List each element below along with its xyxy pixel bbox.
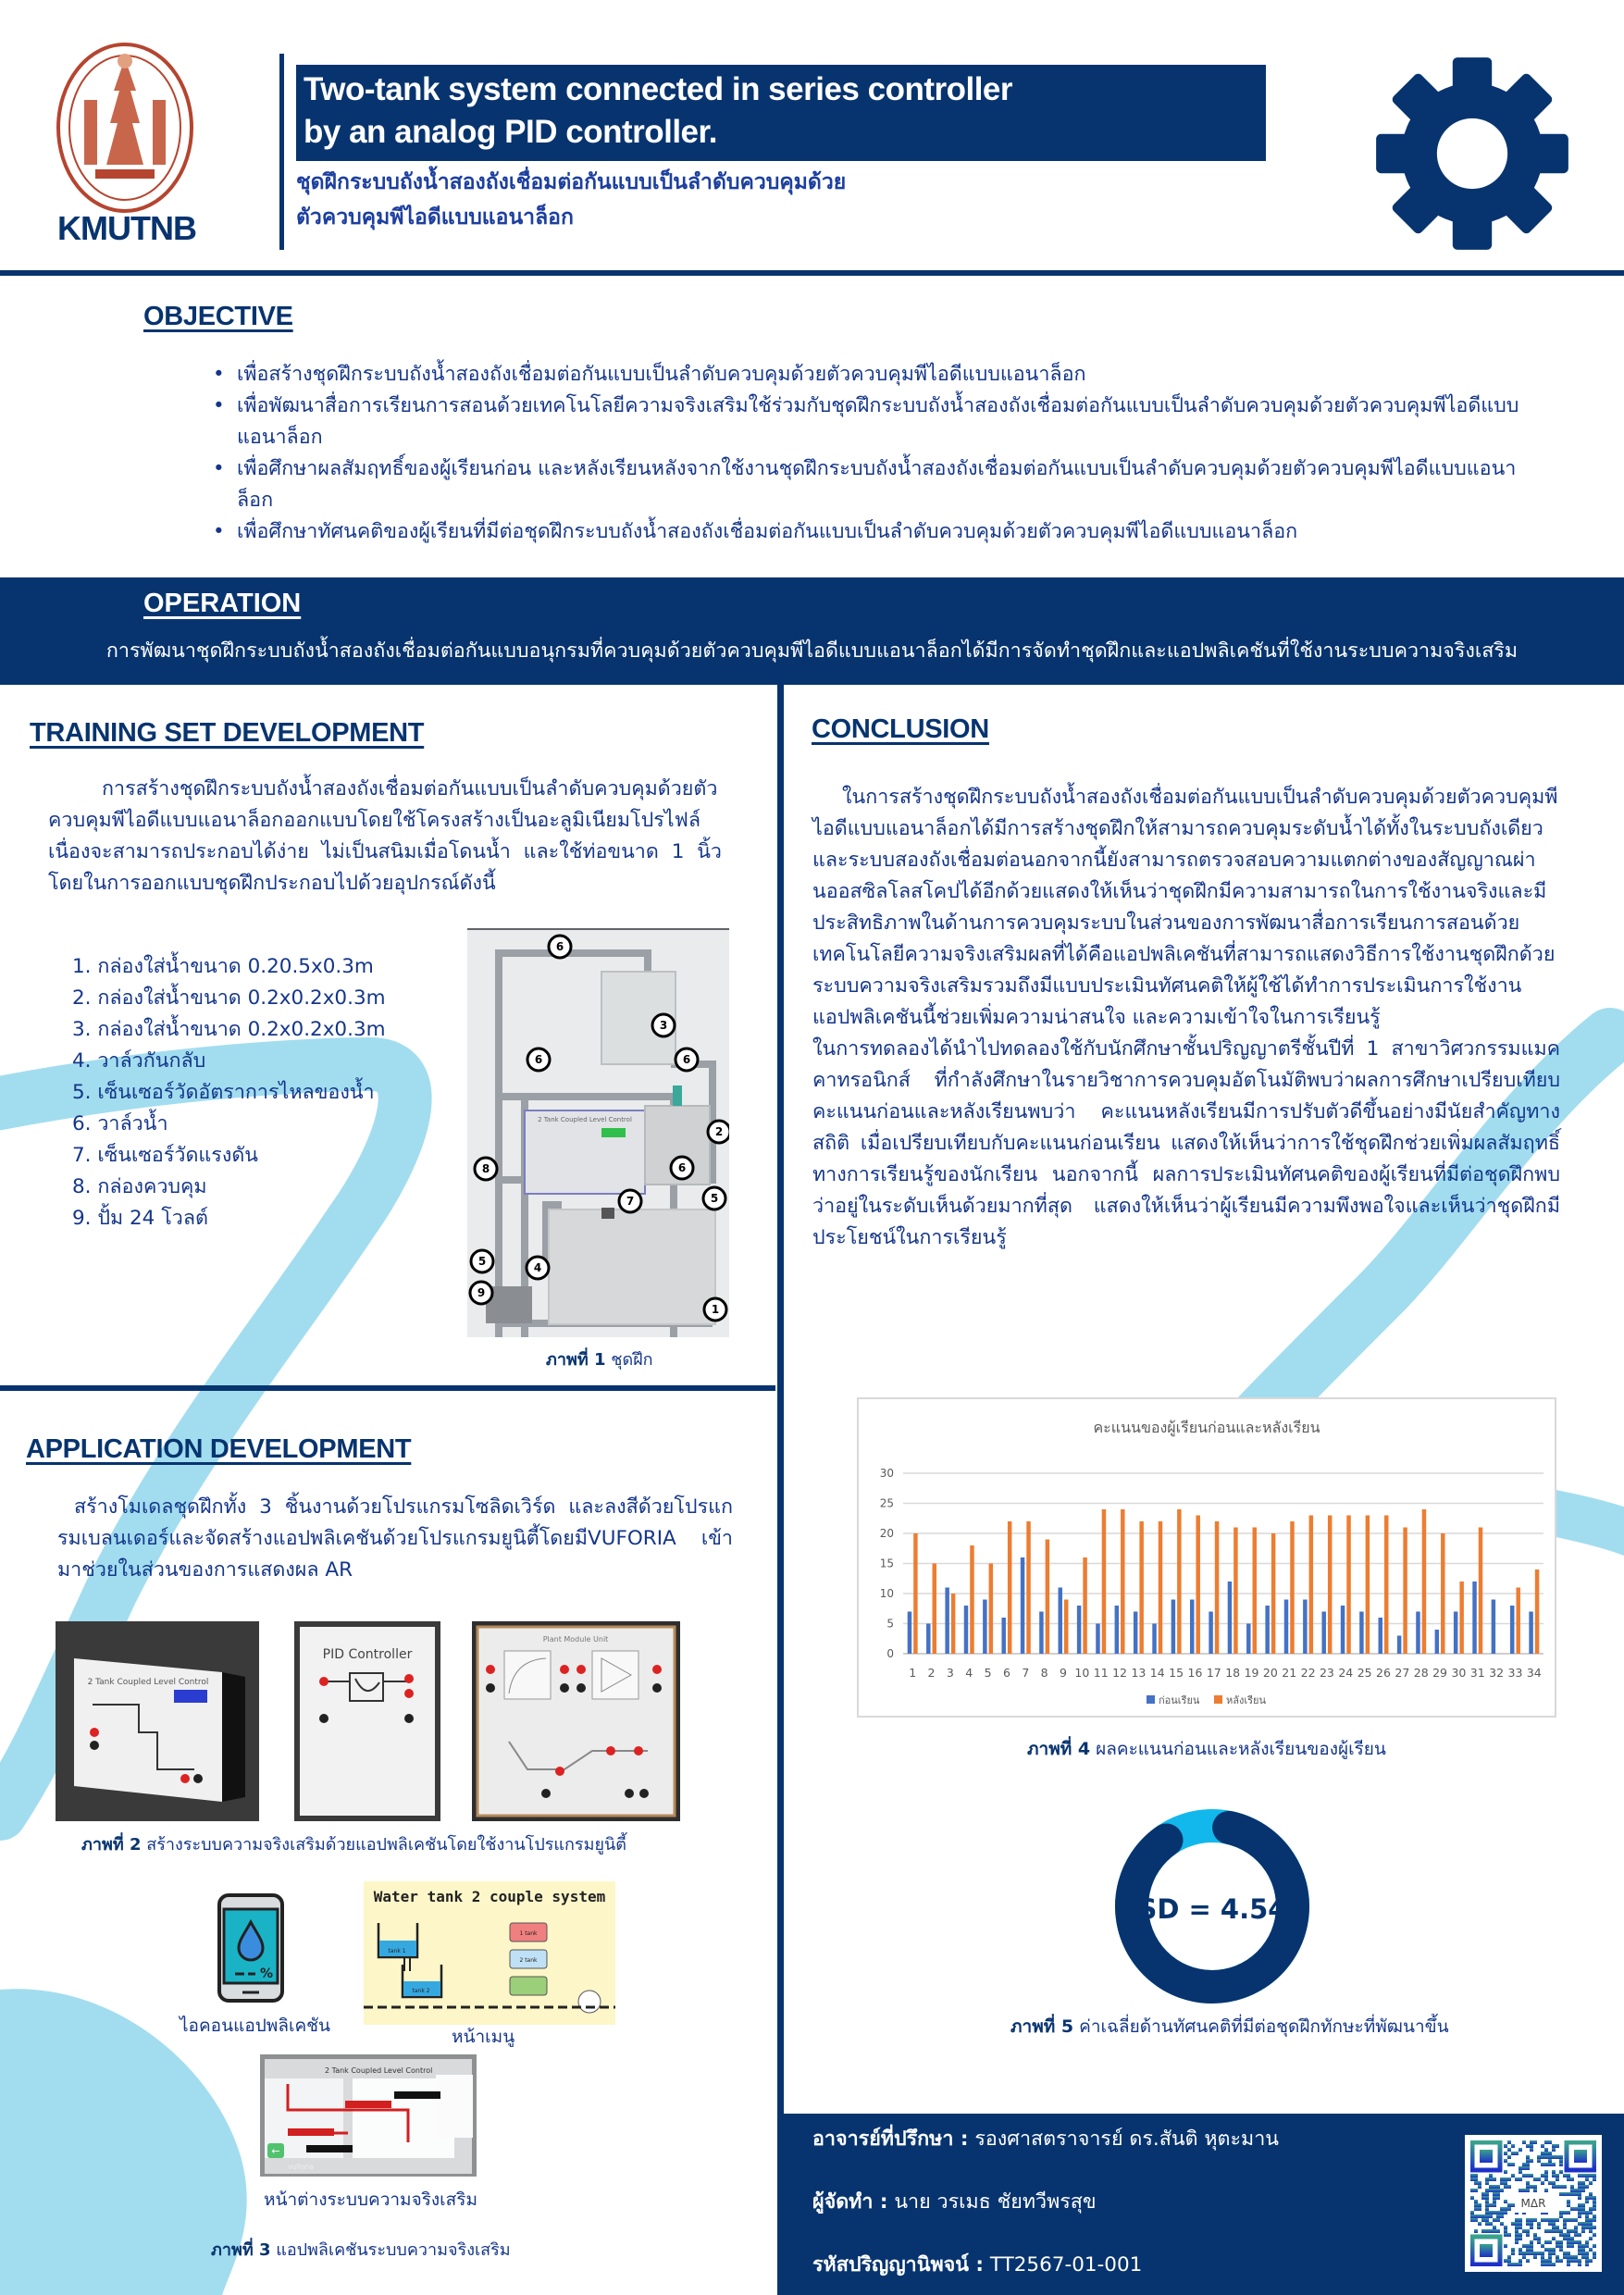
vuforia-watermark: vuforia	[288, 2163, 314, 2171]
bar-after	[1441, 1533, 1444, 1654]
svg-text:7: 7	[626, 1195, 635, 1208]
figure-1-caption: ภาพที่ 1 ชุดฝึก	[546, 1350, 653, 1370]
gear-icon	[1374, 56, 1570, 252]
bar-before	[983, 1600, 986, 1655]
svg-text:1 tank: 1 tank	[519, 1930, 538, 1937]
bar-before	[1321, 1612, 1325, 1655]
bar-after	[1102, 1509, 1106, 1654]
bar-after	[913, 1533, 917, 1654]
author-line: ผู้จัดทำ : นาย วรเมธ ชัยทวีพรสุข	[812, 2190, 1097, 2214]
ar-panel-title: 2 Tank Coupled Level Control	[325, 2066, 433, 2075]
figure-4-caption: ภาพที่ 4 ผลคะแนนก่อนและหลังเรียนของผู้เรียน	[1027, 1739, 1386, 1759]
figure-3-caption: ภาพที่ 3 แอปพลิเคชันระบบความจริงเสริม	[211, 2240, 511, 2260]
bar-after	[1479, 1528, 1482, 1655]
bar-after	[1459, 1582, 1463, 1654]
svg-text:1: 1	[711, 1303, 720, 1316]
y-tick-label: 20	[879, 1527, 894, 1540]
rig-drawing	[467, 930, 729, 1337]
component-item: 8. กล่องควบคุม	[72, 1175, 207, 1198]
x-tick-label: 11	[1093, 1666, 1109, 1680]
figure-5-caption: ภาพที่ 5 ค่าเฉลี่ยด้านทัศนคติที่มีต่อชุดฝึกทักษะที่พัฒนาขึ้น	[1010, 2016, 1449, 2037]
conclusion-title: CONCLUSION	[812, 714, 989, 744]
x-tick-label: 17	[1206, 1666, 1221, 1680]
component-item: 2. กล่องใส่น้ำขนาด 0.2x0.2x0.3m	[72, 986, 386, 1010]
legend-swatch-before	[1147, 1695, 1155, 1704]
application-paragraph: สร้างโมเดลชุดฝึกทั้ง 3 ชิ้นงานด้วยโปรแกรมโซลิดเวิร์ด และลงสีด้วยโปรแกรมเบลนเดอร์และจัดสร้างแอปพลิเคชันด้วยโปรแกรมยูนิตี้โดยมีVUFORIA เข้ามาช่วยในส่วนของการแสดงผล AR	[57, 1495, 733, 1582]
model-render-level-control	[56, 1621, 259, 1821]
bar-before	[1209, 1612, 1212, 1655]
manual-book-icon[interactable]	[578, 1991, 601, 2013]
title-box	[296, 65, 1266, 161]
x-tick-label: 7	[1022, 1666, 1030, 1680]
objective-list	[213, 359, 1527, 548]
subtitle-line-2: ตัวควบคุมพีไอดีแบบแอนาล็อก	[296, 205, 574, 230]
logo-text: KMUTNB	[57, 209, 196, 247]
bar-before	[1134, 1612, 1137, 1655]
component-item: 5. เซ็นเซอร์วัดอัตราการไหลของน้ำ	[72, 1081, 375, 1104]
bar-before	[945, 1588, 948, 1655]
rig-panel-title: 2 Tank Coupled Level Control	[538, 1116, 632, 1123]
model-render-pid-controller	[294, 1621, 440, 1821]
component-item: 1. กล่องใส่น้ำขนาด 0.20.5x0.3m	[72, 955, 374, 978]
menu-button-assessment[interactable]	[510, 1977, 547, 1995]
bar-before	[1096, 1624, 1099, 1655]
x-tick-label: 15	[1169, 1666, 1184, 1680]
svg-text:9: 9	[477, 1286, 486, 1299]
svg-text:8: 8	[481, 1162, 490, 1175]
bar-after	[1253, 1528, 1257, 1655]
x-tick-label: 33	[1507, 1666, 1523, 1680]
x-tick-label: 26	[1376, 1666, 1391, 1680]
bar-before	[1341, 1606, 1345, 1654]
x-tick-label: 12	[1112, 1666, 1128, 1680]
bar-after	[1535, 1569, 1539, 1654]
application-title: APPLICATION DEVELOPMENT	[26, 1434, 412, 1464]
svg-text:%: %	[259, 1966, 274, 1981]
bar-before	[1416, 1612, 1419, 1655]
bar-before	[1284, 1600, 1288, 1655]
callout-marker	[676, 1048, 698, 1071]
x-tick-label: 21	[1282, 1666, 1297, 1680]
component-item: 3. กล่องใส่น้ำขนาด 0.2x0.2x0.3m	[72, 1018, 386, 1041]
svg-text:6: 6	[534, 1053, 543, 1066]
bar-after	[970, 1545, 973, 1654]
section-divider	[0, 1385, 775, 1391]
x-tick-label: 10	[1074, 1666, 1090, 1680]
x-tick-label: 2	[927, 1666, 936, 1680]
bar-after	[1083, 1557, 1086, 1654]
bar-after	[1196, 1516, 1199, 1655]
x-tick-label: 8	[1040, 1666, 1048, 1680]
figure-2-caption: ภาพที่ 2 สร้างระบบความจริงเสริมด้วยแอปพลิเคชันโดยใช้งานโปรแกรมยูนิตี้	[81, 1835, 626, 1855]
x-tick-label: 9	[1060, 1666, 1067, 1680]
thai-subtitle	[296, 165, 846, 235]
bar-before	[1529, 1612, 1532, 1655]
bar-after	[1346, 1516, 1350, 1655]
legend-swatch-after	[1214, 1695, 1222, 1704]
bar-before	[1021, 1557, 1024, 1654]
operation-title: OPERATION	[143, 589, 302, 618]
callout-marker	[619, 1190, 641, 1212]
bar-before	[1077, 1606, 1081, 1654]
menu-label: หน้าเมนู	[452, 2027, 515, 2047]
callout-marker	[527, 1257, 549, 1279]
bar-before	[964, 1606, 968, 1654]
bar-after	[1064, 1600, 1068, 1655]
callout-marker	[549, 936, 571, 958]
title-line-1: Two-tank system connected in series controller	[304, 71, 1013, 107]
y-tick-label: 10	[879, 1587, 894, 1600]
bar-before	[1359, 1612, 1363, 1655]
bar-before	[1115, 1606, 1119, 1654]
bar-before	[1246, 1624, 1250, 1655]
callout-marker	[652, 1014, 675, 1036]
water-drop-phone-icon	[217, 1892, 285, 2003]
component-item: 4. วาล์วกันกลับ	[72, 1049, 206, 1073]
menu-title: Water tank 2 couple system	[373, 1888, 606, 1905]
bar-after	[1008, 1521, 1011, 1654]
ar-screen-image	[260, 2054, 477, 2177]
x-tick-label: 16	[1187, 1666, 1203, 1680]
x-tick-label: 25	[1357, 1666, 1372, 1680]
x-tick-label: 3	[946, 1666, 954, 1680]
svg-text:6: 6	[682, 1053, 691, 1066]
menu-screen-image	[364, 1881, 615, 2025]
bar-after	[1403, 1528, 1407, 1655]
bar-after	[1290, 1521, 1294, 1654]
bar-before	[1397, 1636, 1401, 1655]
component-list	[72, 951, 386, 1234]
svg-text:5: 5	[710, 1192, 719, 1205]
x-tick-label: 1	[909, 1666, 917, 1680]
bar-after	[1233, 1528, 1237, 1655]
qr-code[interactable]	[1465, 2135, 1602, 2272]
ar-back-button[interactable]	[267, 2143, 284, 2158]
y-tick-label: 25	[879, 1496, 894, 1510]
y-tick-label: 30	[879, 1467, 894, 1480]
svg-text:6: 6	[555, 940, 564, 953]
x-tick-label: 23	[1319, 1666, 1334, 1680]
bar-after	[1121, 1509, 1124, 1654]
component-item: 9. ปั้ม 24 โวลต์	[72, 1207, 208, 1230]
objective-title: OBJECTIVE	[143, 302, 293, 331]
title-line-2: by an analog PID controller.	[304, 114, 717, 150]
sd-value-label: SD = 4.54	[1137, 1893, 1287, 1925]
bar-before	[1435, 1630, 1439, 1654]
chart-title: คะแนนของผู้เรียนก่อนและหลังเรียน	[1093, 1419, 1320, 1436]
x-tick-label: 19	[1244, 1666, 1259, 1680]
svg-text:6: 6	[677, 1161, 687, 1174]
x-tick-label: 14	[1149, 1666, 1165, 1680]
callout-marker	[475, 1158, 497, 1180]
svg-text:←: ←	[271, 2145, 280, 2157]
header-divider	[279, 54, 284, 250]
bar-chart-canvas	[859, 1399, 1555, 1716]
callout-marker	[708, 1121, 729, 1143]
bar-after	[1026, 1521, 1030, 1654]
column-divider	[777, 685, 784, 2295]
bar-after	[1139, 1521, 1143, 1654]
x-tick-label: 30	[1451, 1666, 1467, 1680]
bar-after	[1215, 1521, 1219, 1654]
model1-title: 2 Tank Coupled Level Control	[87, 1678, 209, 1687]
bar-before	[1265, 1606, 1269, 1654]
svg-text:4: 4	[533, 1261, 542, 1274]
bar-before	[1001, 1618, 1005, 1654]
qr-logo-text: MΔR	[1520, 2197, 1546, 2210]
training-title: TRAINING SET DEVELOPMENT	[30, 718, 425, 748]
callout-marker	[703, 1187, 725, 1210]
bar-after	[933, 1564, 936, 1655]
bar-before	[1492, 1600, 1495, 1655]
operation-text: การพัฒนาชุดฝึกระบบถังน้ำสองถังเชื่อมต่อกันแบบอนุกรมที่ควบคุมด้วยตัวควบคุมพีไอดีแบบแอนาล็อกได้มีการจัดทำชุดฝึกและแอปพลิเคชันที่ใช้งานระบบความจริงเสริม	[105, 639, 1519, 663]
y-tick-label: 5	[886, 1617, 894, 1631]
bar-after	[1271, 1533, 1275, 1654]
model2-title: PID Controller	[322, 1647, 413, 1662]
callout-marker	[527, 1048, 550, 1071]
bar-before	[1303, 1600, 1307, 1655]
bar-after	[1159, 1521, 1162, 1654]
x-tick-label: 13	[1131, 1666, 1147, 1680]
x-tick-label: 22	[1300, 1666, 1316, 1680]
bar-before	[908, 1612, 911, 1655]
bar-before	[1039, 1612, 1043, 1655]
x-tick-label: 29	[1432, 1666, 1448, 1680]
objective-item: • เพื่อพัฒนาสื่อการเรียนการสอนด้วยเทคโนโลยีความจริงเสริมใช้ร่วมกับชุดฝึกระบบถังน้ำสองถังเชื่อมต่อกันแบบเป็นลำดับควบคุมด้วยตัวควบคุมพีไอดีแบบแอนาล็อก	[213, 391, 1527, 453]
objective-item: • เพื่อสร้างชุดฝึกระบบถังน้ำสองถังเชื่อมต่อกันแบบเป็นลำดับควบคุมด้วยตัวควบคุมพีไอดีแบบแอนาล็อก	[213, 359, 1527, 391]
bar-after	[1366, 1516, 1370, 1655]
y-tick-label: 15	[879, 1557, 894, 1570]
menu-button-1-tank[interactable]	[510, 1923, 547, 1941]
conclusion-paragraph-1: ในการสร้างชุดฝึกระบบถังน้ำสองถังเชื่อมต่อกันแบบเป็นลำดับควบคุมด้วยตัวควบคุมพีไอดีแบบแอนาล็อกได้มีการสร้างชุดฝึกให้สามารถควบคุมระดับน้ำได้ทั้งในระบบถังเดียว และระบบสองถังเชื่อมต่อนอกจากนี้ยังสามารถตรวจสอบความแตกต่างของสัญญาณผ่านออสซิลโลสโคปได้อีกด้วยแสดงให้เห็นว่าชุดฝึกมีความสามารถในการใช้งานจริงและมีประสิทธิภาพในด้านการควบคุมระบบในส่วนของการพัฒนาสื่อการเรียนการสอนด้วยเทคโนโลยีความจริงเสริมผลที่ได้คือแอปพลิเคชันที่สามารถแสดงวิธีการใช้งานชุดฝึกด้วยระบบความจริงเสริมรวมถึงมีแบบประเมินทัศนคติให้ผู้ใช้ได้ทำการประเมินการใช้งาน แอปพลิเคชันนี้ช่วยเพิ่มความน่าสนใจ และความเข้าใจในการเรียนรู้	[812, 786, 1558, 1029]
conclusion-paragraph-2: ในการทดลองได้นำไปทดลองใช้กับนักศึกษาชั้นปริญญาตรีชั้นปีที่ 1 สาขาวิศวกรรมแมคคาทรอนิกส์ ที่กำลังศึกษาในรายวิชาการควบคุมอัตโนมัติพบว่าผลการศึกษาเปรียบเทียบคะแนนก่อนและหลังเรียนพบว่า คะแนนหลังเรียนมีการปรับตัวดีขึ้นอย่างมีนัยสำคัญทางสถิติ เมื่อเปรียบเทียบกับคะแนนก่อนเรียน แสดงให้เห็นว่าการใช้ชุดฝึกช่วยเพิ่มผลสัมฤทธิ์ทางการเรียนรู้ของนักเรียน นอกจากนี้ ผลการประเมินทัศนคติของผู้เรียนที่มีต่อชุดฝึกพบว่าอยู่ในระดับเห็นด้วยมากที่สุด แสดงให้เห็นว่าผู้เรียนมีความพึงพอใจและเห็นว่าชุดฝึกมีประโยชน์ในการเรียนรู้	[812, 1037, 1560, 1249]
svg-text:tank 1: tank 1	[388, 1948, 406, 1954]
menu-button-2-tank[interactable]	[510, 1950, 547, 1968]
bar-before	[1454, 1612, 1457, 1655]
svg-text:2 tank: 2 tank	[519, 1957, 538, 1964]
x-tick-label: 6	[1002, 1666, 1010, 1680]
bar-before	[1379, 1618, 1382, 1654]
objective-item: • เพื่อศึกษาทัศนคติของผู้เรียนที่มีต่อชุดฝึกระบบถังน้ำสองถังเชื่อมต่อกันแบบเป็นลำดับควบคุมด้วยตัวควบคุมพีไอดีแบบแอนาล็อก	[213, 516, 1527, 548]
bar-before	[1190, 1600, 1194, 1655]
conclusion-text	[812, 782, 1560, 1254]
x-tick-label: 4	[965, 1666, 973, 1680]
bar-before	[1059, 1588, 1062, 1655]
svg-text:tank 2: tank 2	[412, 1988, 430, 1994]
component-item: 7. เซ็นเซอร์วัดแรงดัน	[72, 1144, 258, 1167]
training-rig-image	[467, 928, 729, 1337]
training-paragraph: การสร้างชุดฝึกระบบถังน้ำสองถังเชื่อมต่อกันแบบเป็นลำดับควบคุมด้วยตัวควบคุมพีไอดีแบบแอนาล็อกออกแบบโดยใช้โครงสร้างเป็นอะลูมิเนียมโปรไฟล์เนื่องจะสามารถประกอบได้ง่าย ไม่เป็นสนิมเมื่อโดนน้ำ และใช้ท่อขนาด 1 นิ้วโดยในการออกแบบชุดฝึกประกอบไปด้วยอุปกรณ์ดังนี้	[48, 777, 722, 895]
callout-marker	[470, 1282, 492, 1304]
x-tick-label: 27	[1395, 1666, 1410, 1680]
callout-marker	[704, 1298, 726, 1321]
app-icon-label: ไอคอนแอปพลิเคชัน	[180, 2016, 331, 2036]
x-tick-label: 34	[1526, 1666, 1542, 1680]
bar-before	[1228, 1582, 1232, 1654]
kmutnb-seal-logo	[51, 35, 199, 220]
svg-text:3: 3	[659, 1019, 668, 1032]
bar-after	[1046, 1540, 1049, 1655]
bar-after	[1422, 1509, 1426, 1654]
bar-after	[1516, 1588, 1519, 1655]
callout-marker	[671, 1157, 693, 1179]
svg-text:2: 2	[714, 1125, 724, 1138]
legend-label-before: ก่อนเรียน	[1159, 1694, 1200, 1706]
bar-before	[926, 1624, 930, 1655]
header-bottom-rule	[0, 270, 1624, 276]
x-tick-label: 20	[1262, 1666, 1278, 1680]
bar-after	[951, 1594, 955, 1654]
bar-after	[1328, 1516, 1332, 1655]
bar-before	[1510, 1606, 1514, 1654]
callout-marker	[471, 1250, 493, 1272]
x-tick-label: 31	[1469, 1666, 1485, 1680]
model3-title: Plant Module Unit	[542, 1635, 609, 1644]
model-render-plant-module	[472, 1621, 680, 1821]
sd-donut-chart	[1106, 1800, 1319, 2013]
x-tick-label: 32	[1489, 1666, 1505, 1680]
bar-before	[1152, 1624, 1156, 1655]
x-tick-label: 28	[1413, 1666, 1429, 1680]
x-tick-label: 5	[984, 1666, 992, 1680]
component-item: 6. วาล์วน้ำ	[72, 1112, 168, 1135]
bar-after	[989, 1564, 993, 1655]
x-tick-label: 18	[1225, 1666, 1241, 1680]
bar-after	[1177, 1509, 1181, 1654]
score-bar-chart	[857, 1397, 1556, 1718]
thesis-code-line: รหัสปริญญานิพจน์ : TT2567-01-001	[812, 2253, 1143, 2276]
bar-before	[1472, 1582, 1476, 1654]
x-tick-label: 24	[1338, 1666, 1354, 1680]
subtitle-line-1: ชุดฝึกระบบถังน้ำสองถังเชื่อมต่อกันแบบเป็นลำดับควบคุมด้วย	[296, 170, 847, 194]
objective-item: • เพื่อศึกษาผลสัมฤทธิ์ของผู้เรียนก่อน และหลังเรียนหลังจากใช้งานชุดฝึกระบบถังน้ำสองถังเชื่อมต่อกันแบบเป็นลำดับควบคุมด้วยตัวควบคุมพีไอดีแบบแอนาล็อก	[213, 453, 1527, 516]
y-tick-label: 0	[886, 1647, 894, 1660]
bar-after	[1309, 1516, 1313, 1655]
advisor-line: อาจารย์ที่ปรึกษา : รองศาสตราจารย์ ดร.สันติ หุตะมาน	[812, 2128, 1279, 2151]
svg-text:5: 5	[477, 1255, 487, 1268]
legend-label-after: หลังเรียน	[1226, 1694, 1266, 1706]
bar-after	[1384, 1516, 1388, 1655]
ar-label: หน้าต่างระบบความจริงเสริม	[264, 2190, 478, 2210]
bar-before	[1172, 1600, 1175, 1655]
